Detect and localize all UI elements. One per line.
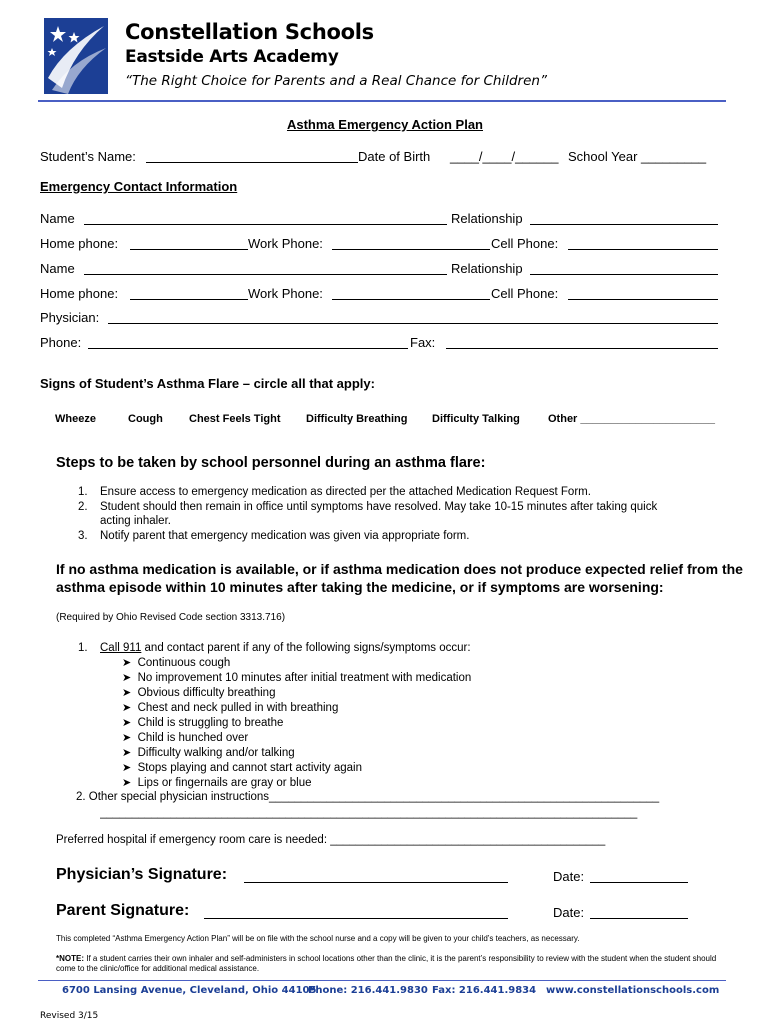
contact1-name-field[interactable] [84,224,447,225]
sign-difficulty-talking[interactable]: Difficulty Talking [432,413,520,425]
physician-field[interactable] [108,323,718,324]
symptom-item: ➤ Child is hunched over [122,732,249,744]
contact1-cell-phone-label: Cell Phone: [491,236,559,251]
contact1-name-label: Name [40,211,75,226]
escalation-warning: If no asthma medication is available, or if asthma medication does not produce expected relief from the asthma episode within 10 minutes after taking the medicine, or if symptoms are worsening: [56,561,743,595]
contact2-home-phone-label: Home phone: [40,286,119,301]
symptom-item: ➤ Child is struggling to breathe [122,717,284,729]
student-name-field[interactable] [146,162,358,163]
contact1-relationship-field[interactable] [530,224,718,225]
arrow-bullet-icon: ➤ [122,657,132,669]
sign-wheeze[interactable]: Wheeze [55,413,96,425]
preferred-hospital-field[interactable]: Preferred hospital if emergency room care is needed: ___________________________________________ [56,834,606,846]
school-year-field[interactable]: School Year _________ [568,149,707,164]
symptom-item: ➤ Lips or fingernails are gray or blue [122,777,312,789]
footer-phone: Phone: 216.441.9830 [308,985,428,996]
symptom-item: ➤ Obvious difficulty breathing [122,687,276,699]
parent-signature-field[interactable] [204,918,508,919]
school-name: Eastside Arts Academy [125,47,339,67]
sign-cough[interactable]: Cough [128,413,163,425]
physician-fax-label: Fax: [410,335,436,350]
call-911-instruction: Call 911 and contact parent if any of the following signs/symptoms occur: [100,642,471,654]
contact2-relationship-field[interactable] [530,274,718,275]
contact2-name-label: Name [40,261,75,276]
contact1-home-phone-label: Home phone: [40,236,119,251]
sign-chest-tight[interactable]: Chest Feels Tight [189,413,281,425]
parent-date-label: Date: [553,905,585,920]
steps-heading: Steps to be taken by school personnel during an asthma flare: [56,455,486,471]
contact1-work-phone-label: Work Phone: [248,236,323,251]
emergency-contact-heading: Emergency Contact Information [40,179,238,194]
arrow-bullet-icon: ➤ [122,762,132,774]
symptom-item: ➤ Difficulty walking and/or talking [122,747,295,759]
step-item: Notify parent that emergency medication was given via appropriate form. [100,530,470,542]
step-number: 1. [78,486,88,498]
completion-notice: This completed “Asthma Emergency Action Plan” will be on file with the school nurse and a copy will be given to your child’s teachers, as necessary. [56,934,580,943]
physician-phone-label: Phone: [40,335,82,350]
contact1-work-phone-field[interactable] [332,249,490,250]
contact1-cell-phone-field[interactable] [568,249,718,250]
step-item: Ensure access to emergency medication as directed per the attached Medication Request Form. [100,486,591,498]
other-instructions-line2[interactable]: ____________________________________________________________________________________ [100,807,638,819]
step-number: 3. [78,530,88,542]
physician-signature-field[interactable] [244,882,508,883]
footer-address: 6700 Lansing Avenue, Cleveland, Ohio 44105 [62,985,317,996]
arrow-bullet-icon: ➤ [122,747,132,759]
symptom-item: ➤ Chest and neck pulled in with breathing [122,702,339,714]
revision-date: Revised 3/15 [40,1011,99,1021]
arrow-bullet-icon: ➤ [122,672,132,684]
contact1-home-phone-field[interactable] [130,249,248,250]
contact2-work-phone-label: Work Phone: [248,286,323,301]
footer-fax: Fax: 216.441.9834 [432,985,537,996]
step-item-continued: acting inhaler. [100,515,171,527]
legal-requirement: (Required by Ohio Revised Code section 3313.716) [56,612,286,623]
step-number: 2. [78,501,88,513]
parent-signature-label: Parent Signature: [56,902,190,919]
self-carry-note: *NOTE: If a student carries their own inhaler and self-administers in school locations other than the clinic, it is the parent’s responsibility to review with the student when the student should come to the clinic/office for additional medical assistance. [56,954,717,973]
symptom-list [122,656,471,791]
symptom-item: ➤ Stops playing and cannot start activity again [122,762,362,774]
header-divider [38,100,726,102]
footer-website[interactable]: www.constellationschools.com [546,985,720,996]
action-number: 1. [78,642,88,654]
physician-phone-field[interactable] [88,348,408,349]
contact1-relationship-label: Relationship [451,211,523,226]
arrow-bullet-icon: ➤ [122,687,132,699]
other-instructions-field[interactable]: 2. Other special physician instructions_____________________________________________________________ [76,791,660,803]
contact2-name-field[interactable] [84,274,447,275]
arrow-bullet-icon: ➤ [122,717,132,729]
physician-signature-label: Physician’s Signature: [56,866,228,883]
arrow-bullet-icon: ➤ [122,702,132,714]
contact2-cell-phone-label: Cell Phone: [491,286,559,301]
step-item: Student should then remain in office until symptoms have resolved. May take 10-15 minutes after taking quick [100,501,658,513]
contact2-home-phone-field[interactable] [130,299,248,300]
symptom-item: ➤ Continuous cough [122,657,231,669]
arrow-bullet-icon: ➤ [122,777,132,789]
dob-label: Date of Birth [358,149,431,164]
student-name-label: Student’s Name: [40,149,136,164]
form-title: Asthma Emergency Action Plan [286,117,483,132]
symptom-item: ➤ No improvement 10 minutes after initial treatment with medication [122,672,472,684]
school-logo [44,18,108,94]
physician-label: Physician: [40,310,100,325]
physician-date-field[interactable] [590,882,688,883]
footer-divider [38,980,726,981]
signs-heading: Signs of Student’s Asthma Flare – circle all that apply: [40,376,375,391]
arrow-bullet-icon: ➤ [122,732,132,744]
physician-date-label: Date: [553,869,585,884]
contact2-work-phone-field[interactable] [332,299,490,300]
org-title: Constellation Schools [125,20,374,44]
parent-date-field[interactable] [590,918,688,919]
sign-other[interactable]: Other ______________________ [548,413,715,425]
contact2-relationship-label: Relationship [451,261,523,276]
physician-fax-field[interactable] [446,348,718,349]
sign-difficulty-breathing[interactable]: Difficulty Breathing [306,413,408,425]
contact2-cell-phone-field[interactable] [568,299,718,300]
tagline: “The Right Choice for Parents and a Real Chance for Children” [125,73,547,89]
dob-field[interactable]: ____/____/______ [450,149,559,164]
